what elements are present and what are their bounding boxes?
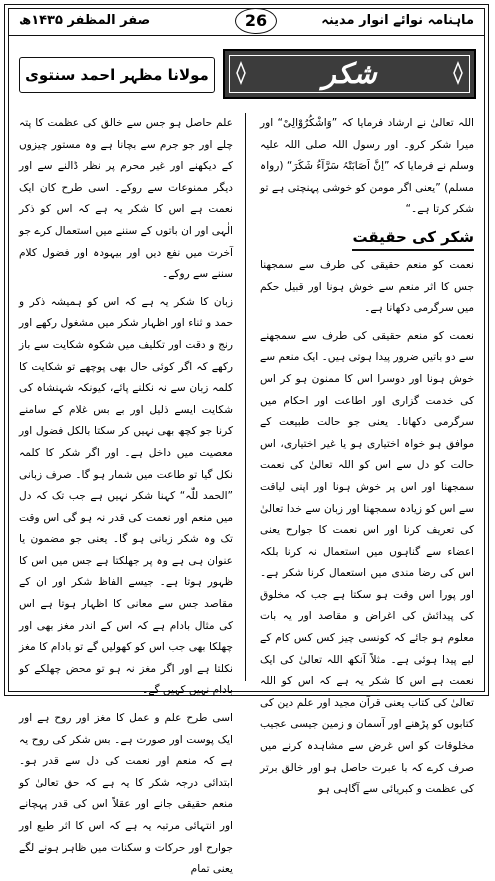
magazine-page <box>4 4 489 876</box>
article-title-row <box>9 43 484 103</box>
ornament-icon <box>452 61 464 85</box>
subheading-wrap <box>260 221 474 255</box>
paragraph: علم حاصل ہو جس سے خالق کی عظمت کا پتہ چلے اور جو جرم سے بچانا ہے وہ مستور چیزوں کے دیکھنے اور غیر محرم پر نظر ڈالنے سے اور دیگر ممنوعات سے روکے۔ اسی طرح کان ایک نعمت ہے اس کا شکر یہ ہے کہ اس کو ذکر الٰہی اور ان باتوں کے سننے میں استعمال کرے جو آخرت میں نفع دیں اور بیہودہ اور فضول کلام سننے سے روکے۔ <box>19 117 233 281</box>
article-title: شکر <box>322 57 377 90</box>
paragraph: اسی طرح علم و عمل کا مغز اور روح ہے اور ایک پوست اور صورت ہے۔ بس شکر کی روح یہ ہے کہ منعم اور نعمت کی دل سے قدر ہو۔ ابتدائی درجہ شکر کا یہ ہے کہ حق تعالیٰ کو منعم حقیقی جانے اور عقلاً اس کی قدر پہچانے اور انتہائی مرتبہ یہ ہے کہ اس کا اثر طبع اور جوارح اور حرکات و سکنات میں ظاہر ہونے لگے یعنی تمام <box>19 712 233 876</box>
author-name: مولانا مظہر احمد سنتوی <box>19 57 215 93</box>
section-subheading: شکر کی حقیقت <box>352 225 474 251</box>
paragraph: نعمت کو منعم حقیقی کی طرف سے سمجھنے سے دو باتیں ضرور پیدا ہوتی ہیں۔ ایک منعم سے خوش ہونا اور دوسرا اس کا ممنون ہو کر اس کی خدمت گزاری اور اطاعت اور احکام میں سرگرمی دکھانا۔ یعنی جو حالت طبیعت کے موافق ہو خواہ اختیاری ہو یا غیر اختیاری، اس حالت کو دل سے اس کو اللہ تعالیٰ کی نعمت سمجھنا اور اس پر خوش ہونا اور اپنی لیاقت سے اس کو زیادہ سمجھنا اور زبان سے خدا تعالیٰ کی تعریف کرنا اور اس نعمت کا جوارح یعنی اعضاء سے گناہوں میں استعمال نہ کرنا بلکہ اس کی رضا مندی میں استعمال کرنا شکر ہے۔ اور پورا اس وقت ہو سکتا ہے جب کہ مخلوق کی پیدائش کی اغراض و مقاصد اور یہ بات معلوم ہو جائے کہ کونسی چیز کس کس کام کے لیے پیدا ہوئی ہے۔ مثلاً آنکھ اللہ تعالیٰ کی ایک نعمت ہے اس کا شکر یہ ہے کہ اس کو اللہ تعالیٰ کی کتاب یعنی قرآن مجید اور علم دین کی کتابوں کو پڑھنے اور آسمان و زمین جیسی عجیب مخلوقات کو اس غرض سے مشاہدہ کرنے میں صرف کرے کہ با عبرت حاصل ہو اور خالق برتر کی عظمت و کبریائی سے آگاہی ہو <box>260 329 474 796</box>
title-banner <box>223 49 476 99</box>
magazine-name: ماہنامہ نوائے انوار مدینہ <box>321 13 474 28</box>
right-column <box>260 113 474 796</box>
issue-date: صفر المظفر ۱۴۳۵ھ <box>19 13 151 28</box>
paragraph: زبان کا شکر یہ ہے کہ اس کو ہمیشہ ذکر و حمد و ثناء اور اظہار شکر میں مشغول رکھے اور رنج و دقت اور تکلیف میں شکوہ شکایت سے باز رکھے کہ اگر کوئی حال بھی پوچھے تو شکایت کا کلمہ زبان سے نہ نکلنے پائے، کیونکہ شہنشاہ کی شکایت ایسے ذلیل اور بے بس غلام کے سامنے کرنا جو کچھ بھی نہیں کر سکتا بالکل فضول اور معصیت میں داخل ہے۔ اور اگر شکر کا کلمہ نکل گیا تو طاعت میں شمار ہو گا۔ صرف زبانی ”الحمد للّٰہ“ کہنا شکر نہیں ہے جب تک کہ دل میں منعم اور نعمت کی قدر نہ ہو گی اس وقت تک وہ شکر زبانی ہو گا۔ یعنی جو مضمون یا عنوان ہی ہے وہ پر جھلکتا ہے جس میں اس کا ظہور ہوتا ہے۔ جیسے الفاظ شکر اور ان کے مقاصد جس سے معانی کا اظہار ہوتا ہے اس کی مثال بادام ہے کہ اس کے اندر مغز بھی اور چھلکا بھی جب اس کو کھولیں گے تو بادام کا مغز نکلتا ہے اور اگر مغز نہ ہو تو محض چھلکے کو بادام نہیں کہیں گے۔ <box>19 295 233 697</box>
left-column <box>19 113 233 876</box>
paragraph: اللہ تعالیٰ نے ارشاد فرمایا کہ ”وَاشْکُرُوْالِیْ“ اور میرا شکر کرو۔ اور رسول اللہ صلی اللہ علیہ وسلم نے فرمایا کہ ”اِنَّ اَصَابَتْہُ سَرَّآءُ شَکَرَ“ (رواہ مسلم) ”یعنی اگر مومن کو خوشی پہنچتی ہے تو شکر کرتا ہے۔“ <box>260 117 474 216</box>
column-divider <box>245 113 246 681</box>
ornament-icon <box>235 61 247 85</box>
page-inner-frame <box>8 8 485 876</box>
running-header <box>9 9 484 36</box>
paragraph: نعمت کو منعم حقیقی کی طرف سے سمجھنا جس کا اثر منعم سے خوش ہونا اور قبیل حکم میں سرگرمی دکھانا ہے۔ <box>260 258 474 315</box>
page-number: 26 <box>235 8 277 34</box>
article-title-frame <box>229 55 470 93</box>
